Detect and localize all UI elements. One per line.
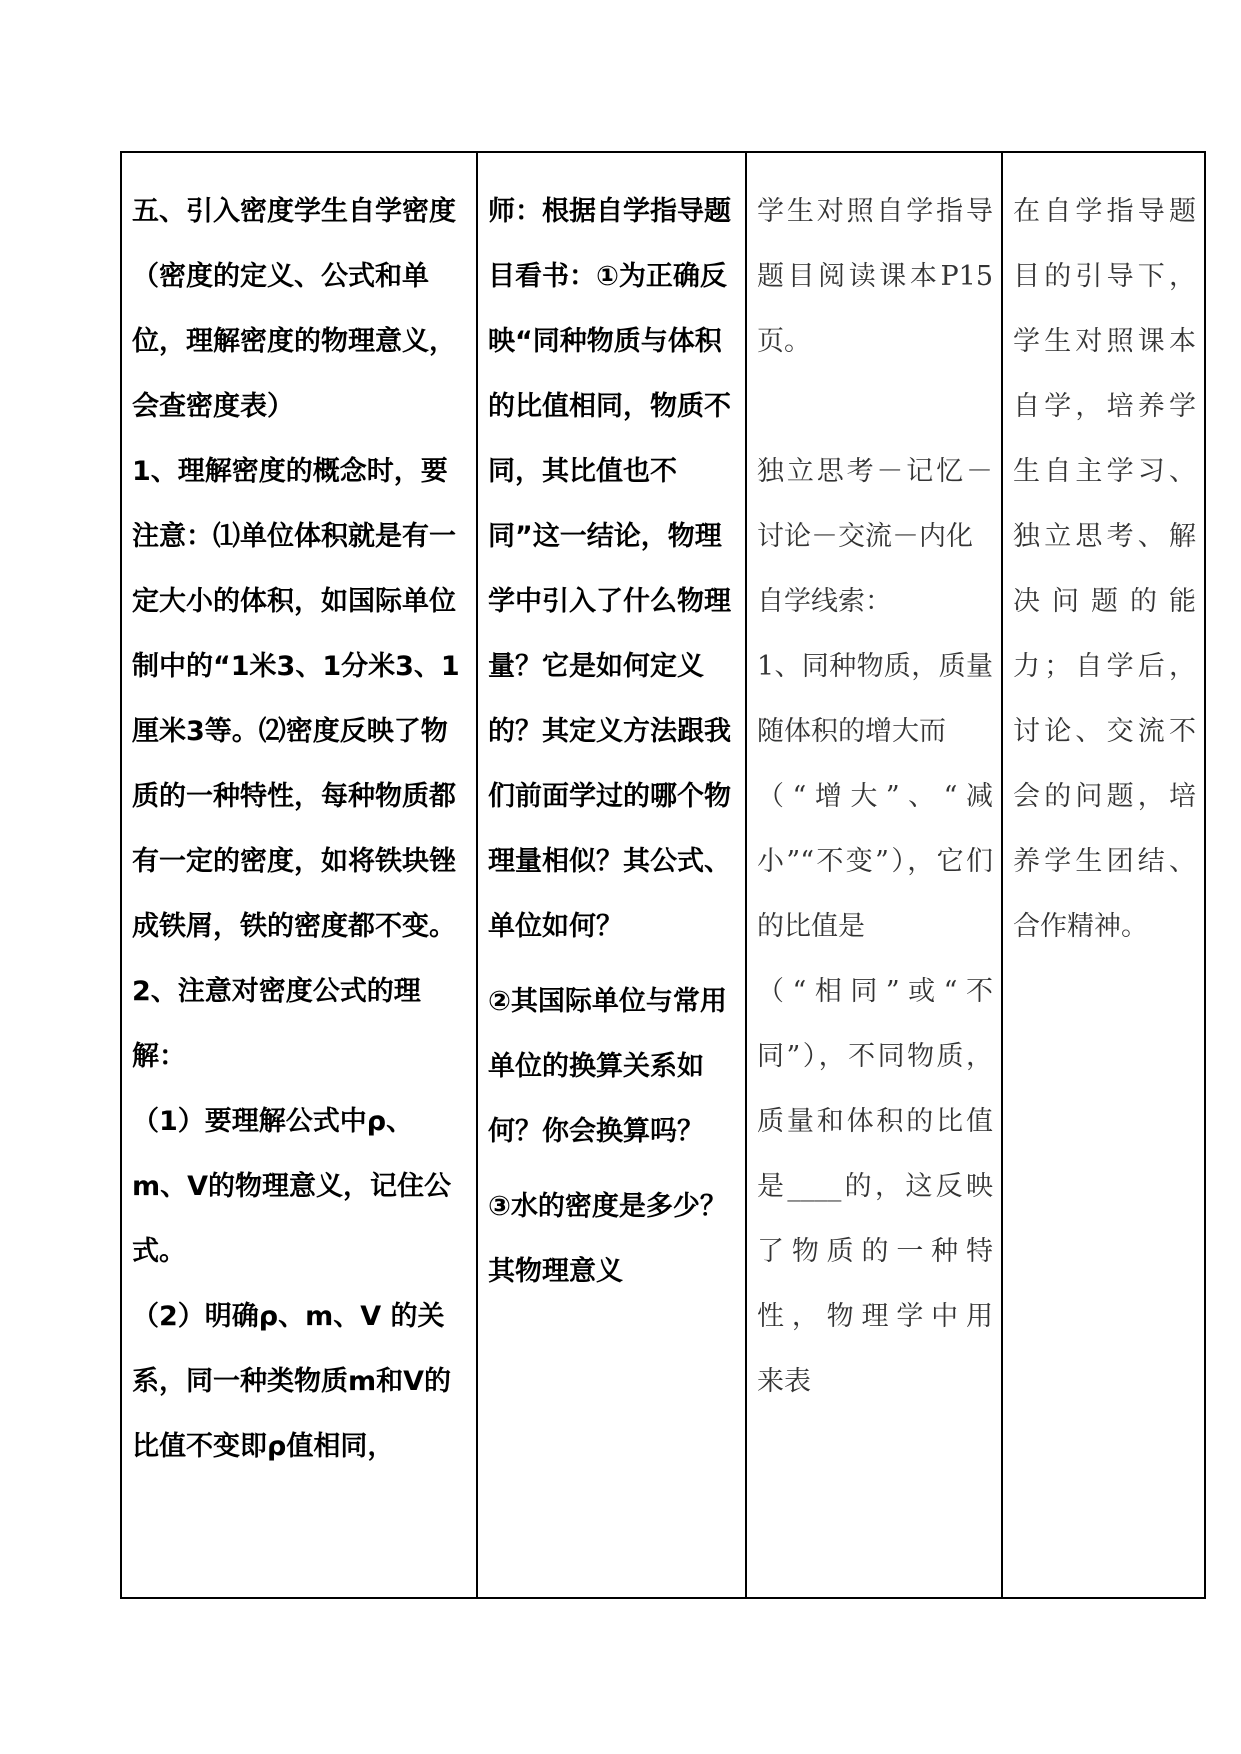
sub-point-1: （1）要理解公式中ρ、m、V的物理意义，记住公式。 <box>132 1106 452 1267</box>
self-study-clue-1: 1、同种物质，质量随体积的增大而 <box>757 651 993 747</box>
student-reading: 学生对照自学指导题目阅读课本P15页。 <box>757 196 993 357</box>
self-study-clue-1-options: （“增大”、“减小”“不变”），它们的比值是 <box>757 781 993 942</box>
teacher-cell <box>477 152 746 1598</box>
lesson-table <box>120 151 1206 1599</box>
spacer <box>488 959 737 969</box>
student-cell <box>746 152 1074 1598</box>
teacher-question-2: ②其国际单位与常用单位的换算关系如何？你会换算吗？ <box>488 986 727 1147</box>
teacher-question-1: 师：根据自学指导题目看书：①为正确反映“同种物质与体积的比值相同，物质不同，其比值也不同”这一结论，物理学中引入了什么物理量？它是如何定义的？其定义方法跟我们前面学过的哪个物理量相似？其公式、单位如何？ <box>488 196 731 942</box>
self-study-clue-label: 自学线索： <box>757 586 892 617</box>
student-process: 独立思考－记忆－讨论－交流－内化 <box>757 456 993 552</box>
self-study-clue-1-conclusion: （“相同”或“不同”），不同物质，质量和体积的比值是____的，这反映了物质的一种特性，物理学中用 来表 <box>757 976 1074 1397</box>
section-heading: 五、引入密度学生自学密度（密度的定义、公式和单位，理解密度的物理意义，会查密度表） <box>132 196 456 422</box>
design-intent: 在自学指导题目的引导下，学生对照课本自学，培养学生自主学习、独立思考、解决问题的能力；自学后，讨论、交流不会的问题，培养学生团结、合作精神。 <box>1013 196 1196 942</box>
intent-cell <box>1002 152 1205 1598</box>
spacer <box>488 1164 737 1174</box>
sub-point-2: （2）明确ρ、m、V 的关系，同一种类物质m和V的比值不变即ρ值相同， <box>132 1301 452 1462</box>
spacer <box>757 374 993 439</box>
teacher-question-3: ③水的密度是多少？其物理意义 <box>488 1191 727 1287</box>
point-1: 1、理解密度的概念时，要注意：⑴单位体积就是有一定大小的体积，如国际单位制中的“1米3、1分米3、1厘米3等。⑵密度反映了物质的一种特性，每种物质都有一定的密度，如将铁块锉成铁屑，铁的密度都不变。 <box>132 456 460 942</box>
content-cell <box>121 152 477 1598</box>
point-2: 2、注意对密度公式的理解： <box>132 976 421 1072</box>
table-row <box>121 152 1205 1598</box>
